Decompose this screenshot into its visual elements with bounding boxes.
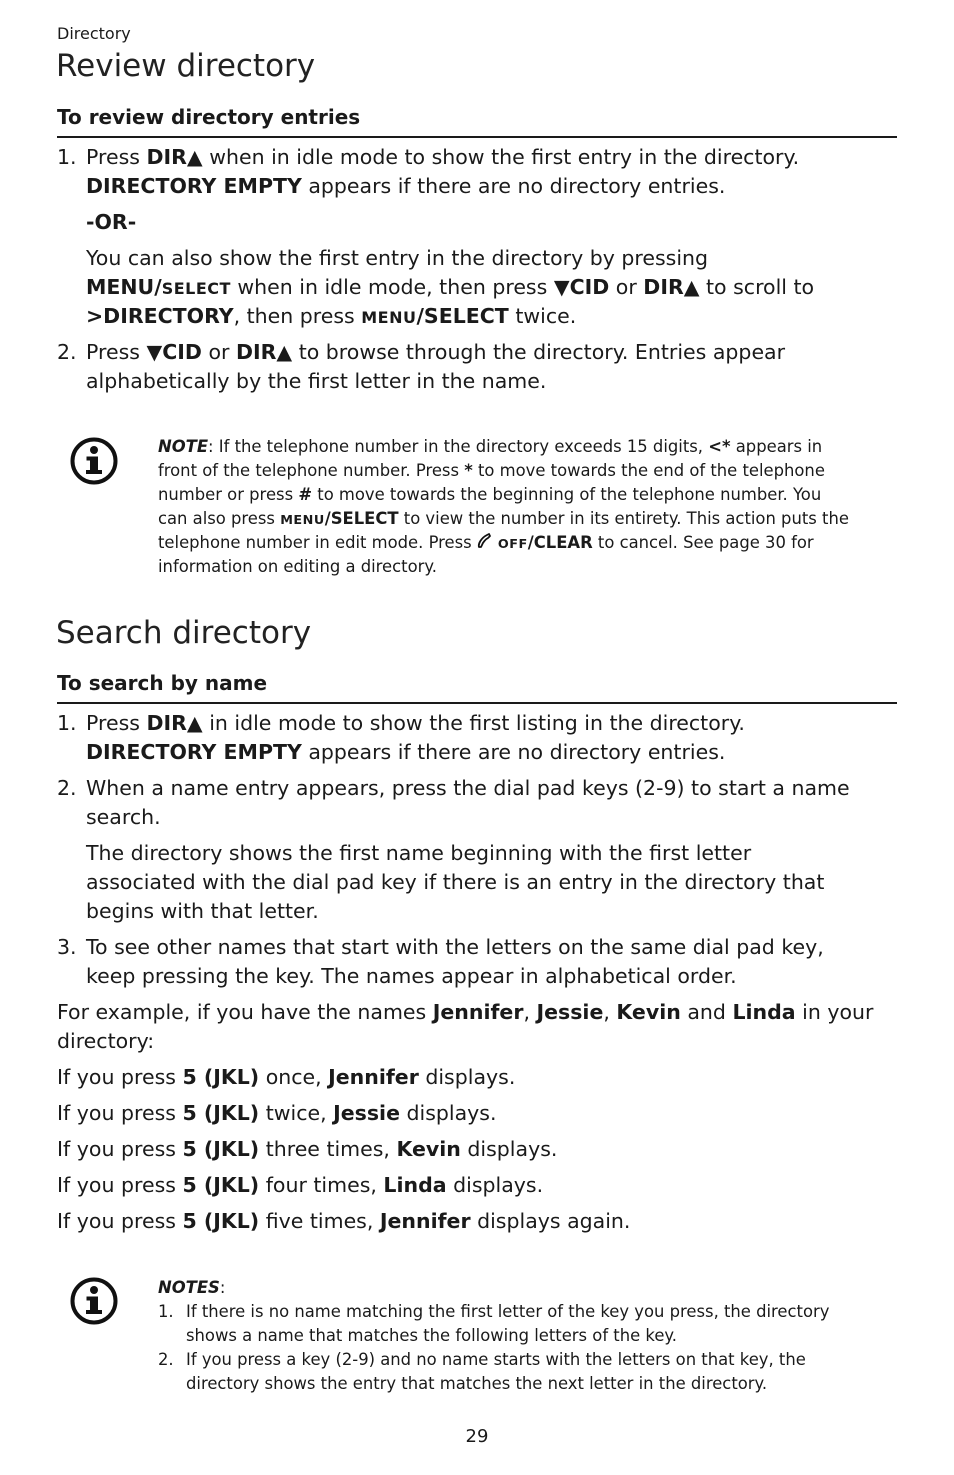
step-number: 1. <box>57 711 77 735</box>
step-line: To see other names that start with the letters on the same dial pad key, <box>86 935 824 959</box>
step-line: keep pressing the key. The names appear in alphabetical order. <box>86 964 737 988</box>
phone-icon <box>477 533 495 549</box>
note-line: If there is no name matching the first letter of the key you press, the directory <box>186 1302 830 1321</box>
example-line: directory: <box>57 1029 155 1053</box>
divider <box>57 136 897 138</box>
step-line: The directory shows the first name beginning with the first letter <box>86 841 752 865</box>
step-line: >DIRECTORY, then press MENU/SELECT twice. <box>86 304 577 328</box>
note-line: information on editing a directory. <box>158 557 437 576</box>
page-title: Review directory <box>56 48 316 84</box>
press-line: If you press 5 (JKL) twice, Jessie displays. <box>57 1101 497 1125</box>
step-number: 2. <box>57 776 77 800</box>
step-line: Press DIR▲ in idle mode to show the first listing in the directory. <box>86 711 745 735</box>
step-line: associated with the dial pad key if there is an entry in the directory that <box>86 870 825 894</box>
notes-label: NOTES: <box>158 1278 226 1297</box>
section-subtitle: To review directory entries <box>57 105 361 129</box>
step-line: begins with that letter. <box>86 899 319 923</box>
step-line: When a name entry appears, press the dial pad keys (2-9) to start a name <box>86 776 850 800</box>
step-number: 1. <box>57 145 77 169</box>
note-line: front of the telephone number. Press * to move towards the end of the telephone <box>158 461 825 480</box>
note-line: can also press MENU/SELECT to view the number in its entirety. This action puts the <box>158 509 849 528</box>
note-line: shows a name that matches the following letters of the key. <box>186 1326 677 1345</box>
step-line: Press DIR▲ when in idle mode to show the first entry in the directory. <box>86 145 800 169</box>
press-line: If you press 5 (JKL) once, Jennifer displays. <box>57 1065 516 1089</box>
breadcrumb: Directory <box>57 24 131 43</box>
info-icon <box>70 1277 118 1325</box>
step-line: alphabetically by the first letter in the name. <box>86 369 547 393</box>
step-line: DIRECTORY EMPTY appears if there are no directory entries. <box>86 740 726 764</box>
step-line: Press ▼CID or DIR▲ to browse through the directory. Entries appear <box>86 340 786 364</box>
note-number: 1. <box>158 1302 174 1321</box>
note-line: directory shows the entry that matches the next letter in the directory. <box>186 1374 768 1393</box>
step-line: MENU/SELECT when in idle mode, then press ▼CID or DIR▲ to scroll to <box>86 275 815 299</box>
divider <box>57 702 897 704</box>
note-number: 2. <box>158 1350 174 1369</box>
step-number: 2. <box>57 340 77 364</box>
page-number: 29 <box>465 1426 489 1447</box>
step-line: DIRECTORY EMPTY appears if there are no directory entries. <box>86 174 726 198</box>
step-line: You can also show the first entry in the directory by pressing <box>86 246 709 270</box>
step-number: 3. <box>57 935 77 959</box>
note-line: number or press # to move towards the beginning of the telephone number. You <box>158 485 822 504</box>
press-line: If you press 5 (JKL) five times, Jennifer displays again. <box>57 1209 631 1233</box>
section-title: Search directory <box>56 615 312 651</box>
press-line: If you press 5 (JKL) four times, Linda displays. <box>57 1173 544 1197</box>
or-separator: -OR- <box>86 210 137 234</box>
note-line: NOTE: If the telephone number in the directory exceeds 15 digits, <* appears in <box>158 437 823 456</box>
step-line: search. <box>86 805 161 829</box>
section-subtitle: To search by name <box>57 671 268 695</box>
info-icon <box>70 437 118 485</box>
note-line: telephone number in edit mode. Press OFF/CLEAR to cancel. See page 30 for <box>158 533 814 552</box>
press-line: If you press 5 (JKL) three times, Kevin displays. <box>57 1137 558 1161</box>
example-line: For example, if you have the names Jennifer, Jessie, Kevin and Linda in your <box>57 1000 874 1024</box>
note-line: If you press a key (2-9) and no name starts with the letters on that key, the <box>186 1350 806 1369</box>
